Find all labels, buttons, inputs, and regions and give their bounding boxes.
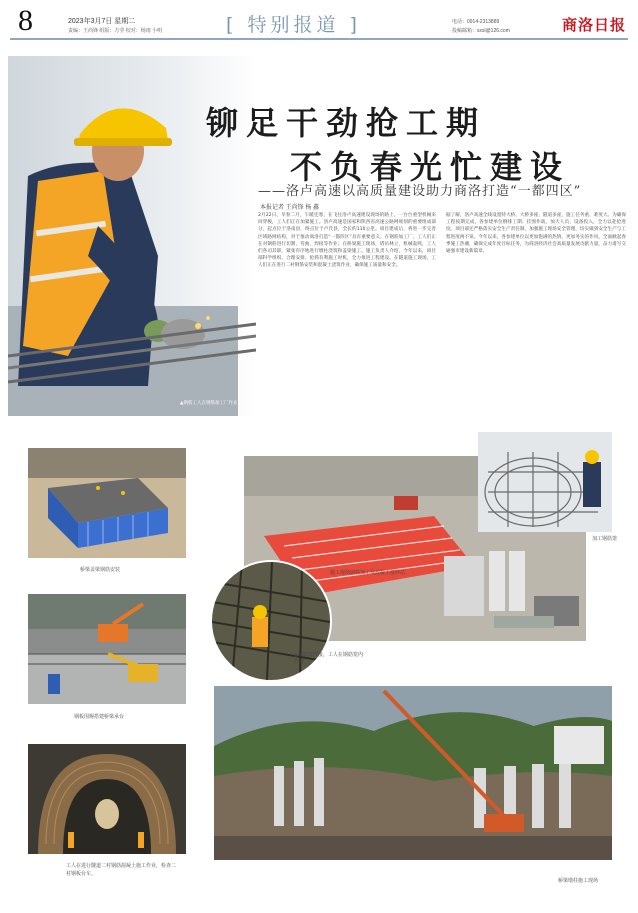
newspaper-logo: 商洛日报	[562, 16, 627, 34]
article-column-1: 2月22日，早春二月，乍暖还寒，在飞往洛卢高速建设现场的路上，一台台重型机械来回穿梭，工人们正在加紧施工。洛卢高速是国家和陕西省高速公路网规划的重要组成部分，起点位于洛南县，终点位于卢氏县，全长约110公里。项目建成后，将进一步完善区域路网结构，对于推动商洛打造“一都四区”具有重要意义。在钢筋加工厂，工人们正在对钢筋进行切割、弯曲、焊接等作业；在桥梁施工现场，塔吊林立，机械轰鸣，工人们各司其职，紧张有序地进行墩柱浇筑和盖梁施工。施工负责人介绍，今年以来，项目部科学组织、合理安排，抢抓有利施工时机，全力推进工程建设。在隧道施工现场，工人们正在进行二衬钢筋安装和混凝土浇筑作业，确保施工质量和安全。	[258, 213, 436, 269]
headline-line-1: 铆足干劲抢工期	[206, 104, 487, 142]
headline-line-2: 不负春光忙建设	[290, 148, 571, 186]
photo-steel-cofferdam	[28, 594, 186, 704]
photo-bridge-piers	[214, 686, 612, 860]
caption-steel-cofferdam: 钢板围堰搭建桥梁承台	[74, 714, 125, 720]
issue-date: 2023年3月7日 星期二	[68, 18, 136, 25]
byline: 本报记者 王尚锋 杨 鑫	[260, 205, 320, 211]
subheadline: ——洛卢高速以高质量建设助力商洛打造“一都四区”	[258, 184, 582, 199]
photo-pier-cap-rebar	[28, 448, 186, 558]
caption-rebar-cage-processing: 加工钢筋笼	[592, 536, 618, 542]
header-rule	[10, 38, 628, 40]
contact-email: 投稿邮箱：sxsl@126.com	[452, 28, 510, 34]
caption-tunnel-lining: 工人在进行隧道二衬钢筋混凝土施工作业，检查二衬钢板台车。	[66, 863, 177, 877]
caption-rebar-cage-welding: ▲钢筋笼焊接，工人在钢筋笼内作业	[294, 652, 363, 665]
hero-caption: ▲钢筋工人在钢筋加工厂作业	[180, 401, 238, 406]
caption-pier-cap-rebar: 桥梁盖梁钢筋安装	[80, 567, 121, 573]
caption-bridge-piers: 桥梁墩柱施工现场	[558, 878, 599, 884]
page-number: 8	[18, 4, 33, 37]
article-column-2: 据了解，洛卢高速全线设置特大桥、大桥多座，隧道多座，施工任务重、难度大。为确保工程按期完成，各参建单位倒排工期、挂图作战，加大人员、设备投入，全力以赴抢进度。项目部还严格落实安全生产责任制，加强施工现场安全管理，切实做到安全生产与工程进度两不误。今年以来，各参建单位以更加饱满的热情、更加务实的作风，全面掀起春季施工热潮，确保完成年度目标任务，为商洛经济社会高质量发展贡献力量，奋力谱写交通强市建设新篇章。	[446, 213, 626, 255]
section-name: 特别报道	[247, 14, 340, 36]
editor-credits: 责编：王尚锋 组版：方莹 校对：杨雨 小明	[68, 28, 163, 34]
caption-mixing-plant: 施工现场钢筋加工及混凝土搅拌站	[330, 570, 406, 576]
section-label: [ 特别报道 ]	[226, 14, 361, 36]
photo-rebar-cage-processing	[478, 432, 612, 532]
contact-phone: 电话：0914-2313889	[452, 19, 500, 25]
photo-tunnel-lining	[28, 744, 186, 854]
